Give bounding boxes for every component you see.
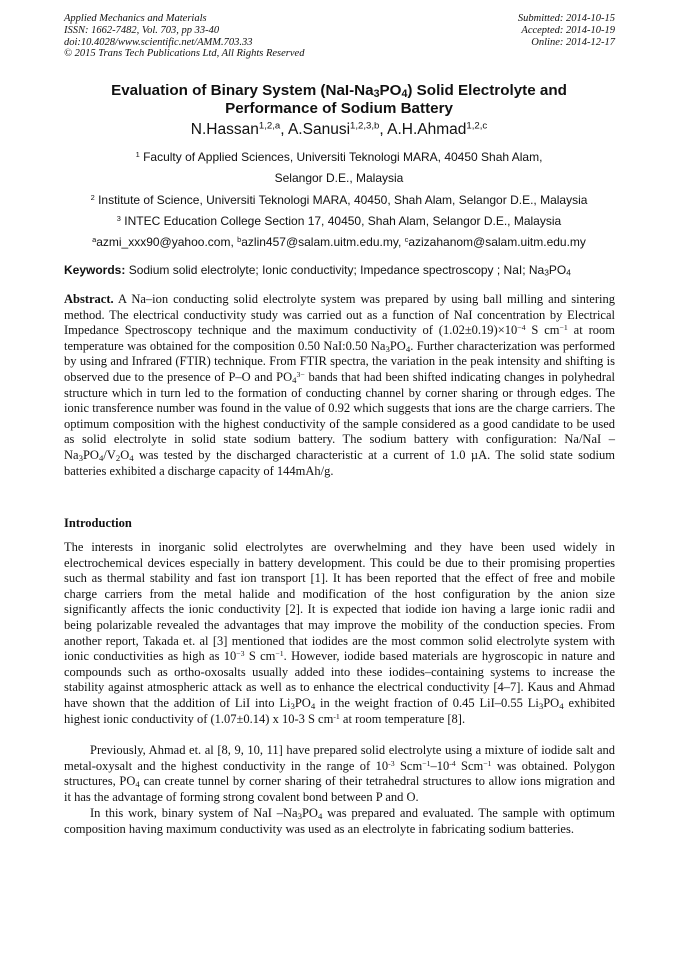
paper-title: Evaluation of Binary System $(NaI-Na_3PO_4)$ Solid Electrolyte and Performance of Sodium Battery xyxy=(111,82,567,117)
submitted-date: Submitted: 2014-10-15 xyxy=(517,13,615,24)
email-link[interactable]: azmi_xxx90@yahoo.com, xyxy=(96,235,238,249)
journal-name: Applied Mechanics and Materials xyxy=(64,13,207,24)
journal-header-right xyxy=(518,13,615,48)
author-name: N.Hassan xyxy=(190,121,259,138)
email-link[interactable]: azlin457@salam.uitm.edu.my, xyxy=(241,235,405,249)
keywords: Keywords: Sodium solid electrolyte; Ionic conductivity; Impedance spectroscopy ; NaI; $Na_3PO_4$ xyxy=(64,263,571,278)
keywords-label: Keywords: xyxy=(64,263,126,277)
accepted-date: Accepted: 2014-10-19 xyxy=(521,24,615,36)
affiliation-3: $^3$ INTEC Education College Section 17, 40450, Shah Alam, Selangor D.E., Malaysia xyxy=(116,213,562,228)
intro-paragraph-1: The interests in inorganic solid electrolytes are overwhelming and they have been used widely in electrochemical devices especially in battery development. This could be due to their promising properties such as thermal stability and fast ion transport [1]. It has been reported that the effect of free and mobile charge carriers from the metal halide and modification of the host configuration by the anion size significantly affects the ionic conductivity [2]. It is expected that iodide ion having a large ionic radii and being polarizable revealed the advantages that may improve the mobility of the conduction species. From another report, Takada et. al [3] mentioned that iodides are the most common solid electrolyte system with ionic conductivities as high as $10^{-3}$ S $cm^{-1}$. However, iodide based materials are hygroscopic in nature and compounds such as ortho-oxosalts usually added into these iodides–containing systems to increase the stability against atmospheric attack as well as to enhance the electrical conductivity [4–7]. Kaus and Ahmad have shown that the addition of LiI into $Li_3PO_4$ in the weight fraction of 0.45 LiI–0.55 $Li_3PO_4$ exhibited highest ionic conductivity of (1.07±0.14) x 10-3 S $cm^{-1}$ at room temperature [8]. xyxy=(64,540,615,726)
intro-paragraph-2: Previously, Ahmad et. al [8, 9, 10, 11] have prepared solid electrolyte using a mixture of iodide salt and metal-oxysalt and the highest conductivity in the range of $10^{-3}$ $Scm^{-1}-10^{-4}$ Scm$^{-1}$ was obtained. Polygon structures, $PO_4$ can create tunnel by corner sharing of their tetrahedral structures to allow ions migration and it has the advantage of forming strong covalent bond between P and O. xyxy=(64,743,615,804)
author-emails: $^a$azmi_xxx90@yahoo.com, $^b$azlin457@salam.uitm.edu.my, $^c$azizahanom@salam.uitm.edu.my xyxy=(92,234,586,249)
journal-doi: doi:10.4028/www.scientific.net/AMM.703.33 xyxy=(64,36,253,48)
intro-paragraph-3: In this work, binary system of NaI $-Na_3PO_4$ was prepared and evaluated. The sample with optimum composition having maximum conductivity was used as an electrolyte in fabricating sodium batteries. xyxy=(64,806,616,836)
affiliation-1-cont: Selangor D.E., Malaysia xyxy=(274,171,404,185)
author-list: N.Hassan$^{1,2,a}$, A.Sanusi$^{1,2,3,b}$, A.H.Ahmad$^{1,2,c}$ xyxy=(190,120,488,138)
abstract-label: Abstract. xyxy=(64,292,114,306)
affiliation-2: $^2$ Institute of Science, Universiti Teknologi MARA, 40450, Shah Alam, Selangor D.E., Malaysia xyxy=(90,192,588,207)
section-heading-introduction: Introduction xyxy=(64,516,132,530)
email-link[interactable]: azizahanom@salam.uitm.edu.my xyxy=(408,235,586,249)
journal-issn: ISSN: 1662-7482, Vol. 703, pp 33-40 xyxy=(64,24,220,36)
journal-header-left xyxy=(64,13,304,60)
abstract: Abstract. A Na–ion conducting solid electrolyte system was prepared by using ball milling and sintering method. The electrical conductivity study was carried out as a function of NaI concentration by Electrical Impedance Spectroscopy technique and the maximum conductivity of $(1.02\pm 0.19)\times 10^{-4}$ S $cm^{-1}$ at room temperature was obtained for the composition 0.50 NaI:0.50 $Na_3PO_4$. Further characterization was performed by using and Infrared (FTIR) technique. From FTIR spectra, the variation in the peak intensity and shifting is observed due to the presence of P–O and $PO_4^{3-}$ bands that had been shifted indicating changes in polyhedral structure which in turn led to the formation of conducting channel by corner sharing or through edges. The ionic transference number was found in the value of 0.92 which suggests that ions are the charge carriers. The optimum composition with the highest conductivity of the sample considered as a good candidate to be used as solid electrolyte in solid state sodium battery. The sodium battery with configuration: Na/NaI $-Na_3PO_4/V_2O_4$ was tested by the discharged characteristic at a current of 1.0 µA. The solid state sodium batteries exhibited a discharge capacity of 144mAh/g. xyxy=(64,292,615,478)
author-name: A.Sanusi xyxy=(287,121,351,138)
online-date: Online: 2014-12-17 xyxy=(531,36,615,48)
journal-copyright: © 2015 Trans Tech Publications Ltd, All Rights Reserved xyxy=(64,48,305,60)
author-name: A.H.Ahmad xyxy=(387,121,467,138)
affiliation-1: $^1$ Faculty of Applied Sciences, Universiti Teknologi MARA, 40450 Shah Alam, xyxy=(135,149,543,164)
